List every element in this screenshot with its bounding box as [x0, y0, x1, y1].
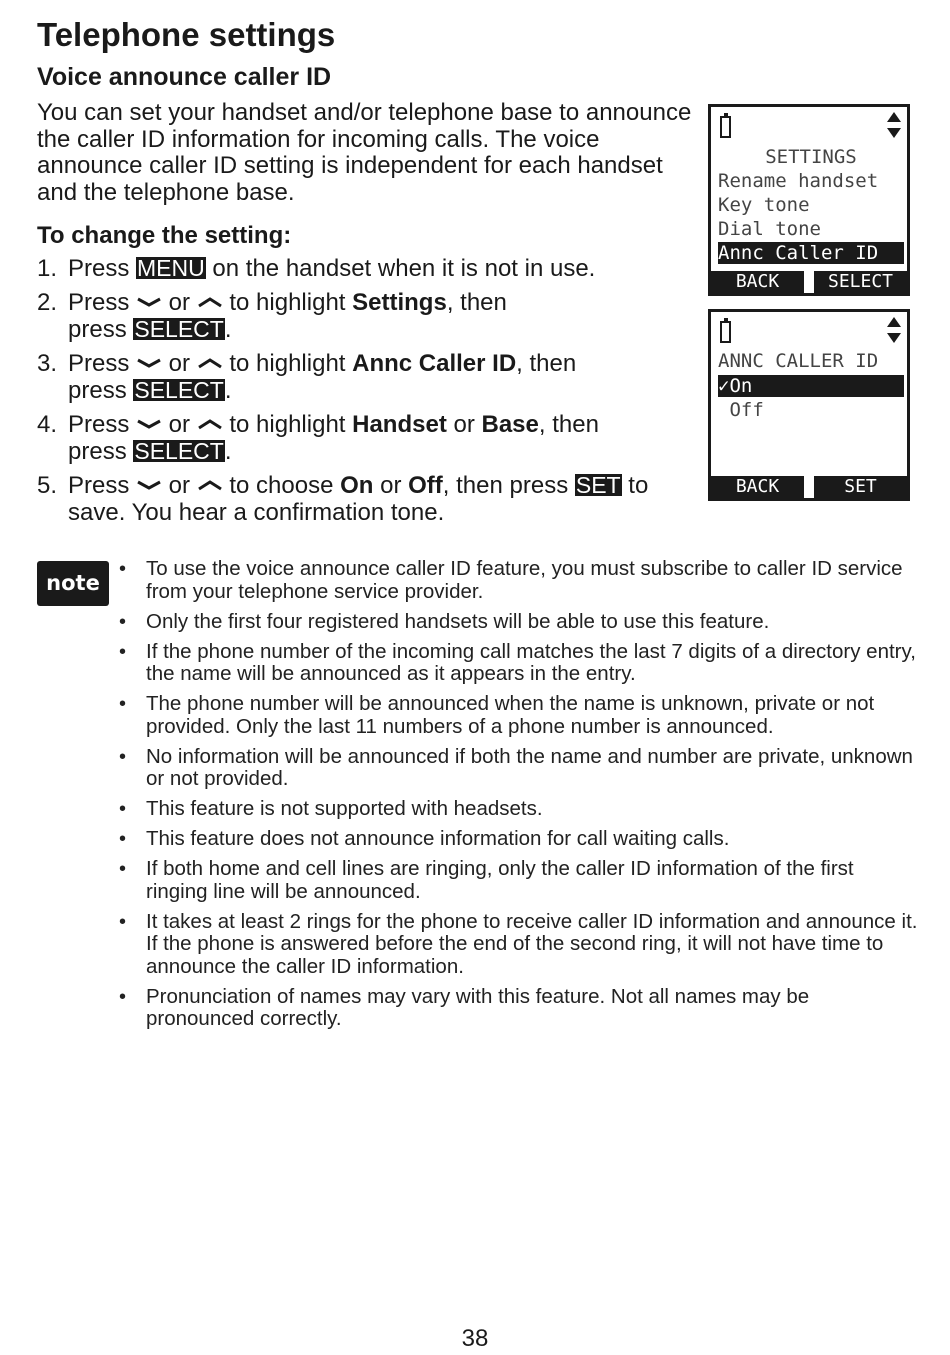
menu-item-annc-caller-id: Annc Caller ID	[718, 242, 904, 264]
page-number: 38	[461, 1325, 489, 1352]
down-arrow-icon	[136, 295, 162, 309]
note-item: • The phone number will be announced when the name is unknown, private or not provided. Only the last 11 numbers of a phone number is announced.	[119, 693, 919, 738]
up-arrow-icon	[197, 295, 223, 309]
scroll-arrows-icon	[887, 112, 901, 138]
select-key: SELECT	[134, 438, 224, 464]
step-2: 2. Press or to highlight Settings, then press SELECT.	[37, 289, 507, 343]
battery-icon	[720, 116, 731, 138]
down-arrow-icon	[136, 478, 162, 492]
step-3: 3. Press or to highlight Annc Caller ID, then press SELECT.	[37, 350, 577, 404]
note-badge: note	[37, 561, 109, 606]
softkey-bar	[711, 271, 907, 293]
handset-screen-settings	[708, 104, 910, 296]
step-5: 5. Press or to choose On or Off, then press SET to save. You hear a confirmation tone.	[37, 472, 649, 526]
select-softkey: SELECT	[814, 271, 907, 293]
battery-icon	[720, 321, 731, 343]
steps-list	[37, 255, 697, 526]
menu-key: MENU	[137, 255, 205, 281]
softkey-bar	[711, 476, 907, 498]
menu-item-key-tone: Key tone	[718, 194, 810, 216]
select-key: SELECT	[134, 377, 224, 403]
note-item: • This feature does not announce information for call waiting calls.	[119, 828, 919, 851]
back-softkey: BACK	[711, 271, 804, 293]
screen-title: ANNC CALLER ID	[718, 350, 879, 372]
note-item: • If both home and cell lines are ringing, only the caller ID information of the first ringing line will be announced.	[119, 858, 919, 903]
option-off: Off	[718, 399, 764, 421]
menu-item-dial-tone: Dial tone	[718, 218, 821, 240]
notes-list	[119, 558, 919, 1038]
step-4: 4. Press or to highlight Handset or Base, then press SELECT.	[37, 411, 599, 465]
page-title: Telephone settings	[37, 16, 336, 53]
option-on: ✓On	[718, 375, 904, 397]
handset-screen-annc-caller-id	[708, 309, 910, 501]
instructions-heading: To change the setting:	[37, 222, 292, 249]
screen-title: SETTINGS	[765, 146, 857, 168]
set-key: SET	[575, 472, 621, 498]
section-title: Voice announce caller ID	[37, 63, 332, 91]
set-softkey: SET	[814, 476, 907, 498]
up-arrow-icon	[197, 478, 223, 492]
scroll-arrows-icon	[887, 317, 901, 343]
note-item: • If the phone number of the incoming call matches the last 7 digits of a directory entry, the name will be announced as it appears in the entry.	[119, 641, 919, 686]
menu-item-rename-handset: Rename handset	[718, 170, 879, 192]
note-item: • No information will be announced if both the name and number are private, unknown or not provided.	[119, 746, 919, 791]
step-1: 1. Press MENU on the handset when it is not in use.	[37, 255, 596, 282]
note-item: • Only the first four registered handsets will be able to use this feature.	[119, 611, 919, 634]
intro-paragraph: You can set your handset and/or telephone base to announce the caller ID information for incoming calls. The voice announce caller ID setting is independent for each handset and the telephone base.	[37, 99, 692, 206]
up-arrow-icon	[197, 417, 223, 431]
note-item: • Pronunciation of names may vary with this feature. Not all names may be pronounced correctly.	[119, 986, 919, 1031]
down-arrow-icon	[136, 417, 162, 431]
back-softkey: BACK	[711, 476, 804, 498]
up-arrow-icon	[197, 356, 223, 370]
note-item: • This feature is not supported with headsets.	[119, 798, 919, 821]
select-key: SELECT	[134, 316, 224, 342]
down-arrow-icon	[136, 356, 162, 370]
note-item: • To use the voice announce caller ID feature, you must subscribe to caller ID service from your telephone service provider.	[119, 558, 919, 603]
note-item: • It takes at least 2 rings for the phone to receive caller ID information and announce it. If the phone is answered before the end of the second ring, it will not have time to announce the caller ID information.	[119, 911, 919, 979]
